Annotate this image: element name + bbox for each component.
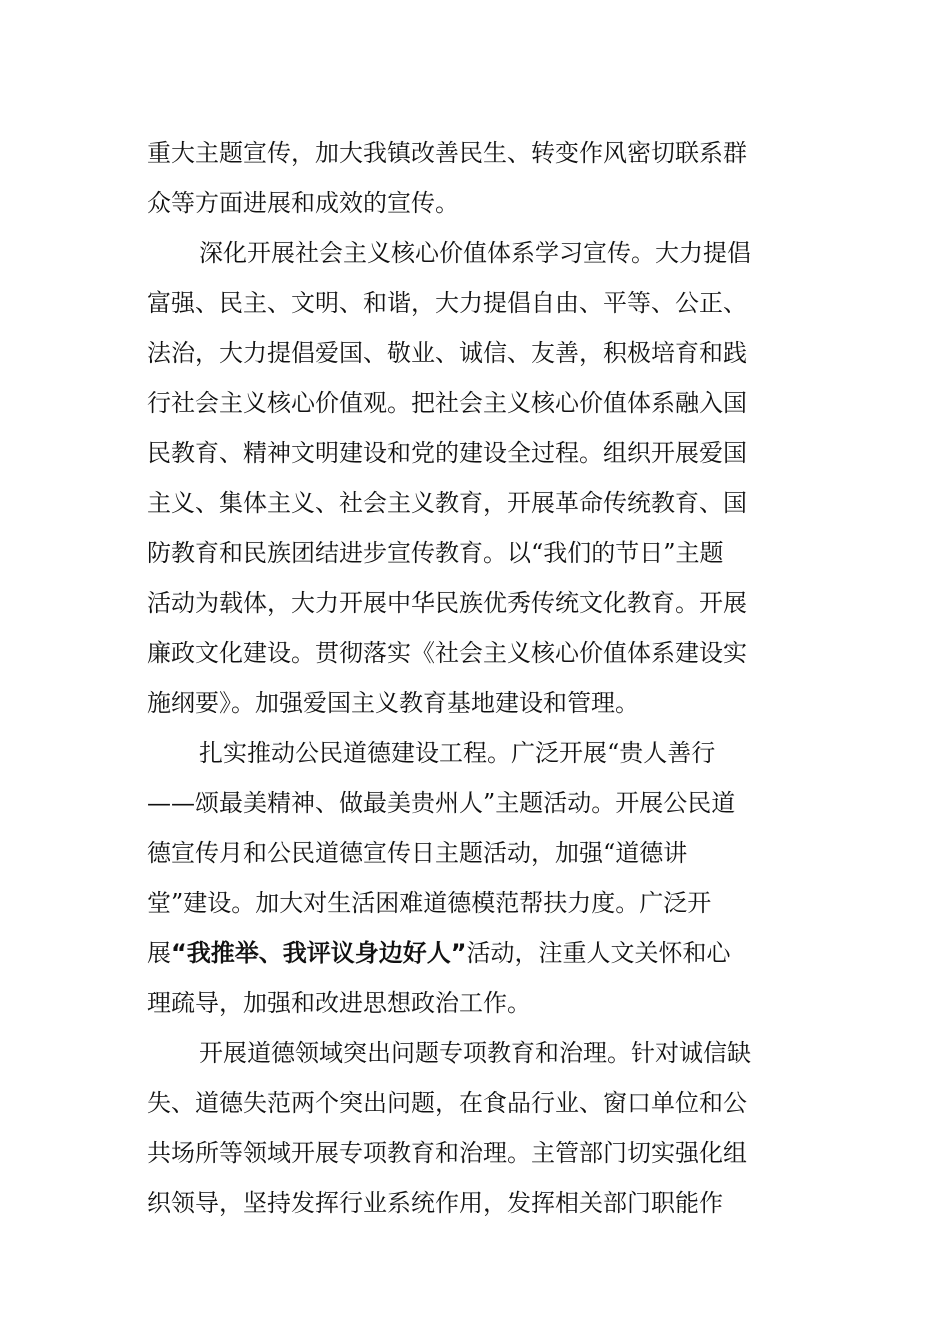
text-line: 廉政文化建设。贯彻落实《社会主义核心价值体系建设实 xyxy=(147,639,747,667)
text-line: 法治，大力提倡爱国、敬业、诚信、友善，积极培育和践 xyxy=(147,339,747,367)
text-segment: 活动，注重人文关怀和心 xyxy=(466,939,731,967)
text-line: 众等方面进展和成效的宣传。 xyxy=(147,189,459,217)
paragraph-first-line: 开展道德领域突出问题专项教育和治理。针对诚信缺 xyxy=(199,1039,751,1067)
text-segment: 展 xyxy=(147,939,171,967)
paragraph-first-line: 深化开展社会主义核心价值体系学习宣传。大力提倡 xyxy=(199,239,751,267)
text-line: 共场所等领域开展专项教育和治理。主管部门切实强化组 xyxy=(147,1139,747,1167)
text-line: 堂”建设。加大对生活困难道德模范帮扶力度。广泛开 xyxy=(147,889,712,917)
text-line-mixed xyxy=(147,928,787,978)
text-line: 主义、集体主义、社会主义教育，开展革命传统教育、国 xyxy=(147,489,747,517)
document-body xyxy=(147,128,787,1228)
text-line: 重大主题宣传，加大我镇改善民生、转变作风密切联系群 xyxy=(147,139,747,167)
text-line: 理疏导，加强和改进思想政治工作。 xyxy=(147,989,531,1017)
text-line: 行社会主义核心价值观。把社会主义核心价值体系融入国 xyxy=(147,389,747,417)
text-line: 失、道德失范两个突出问题，在食品行业、窗口单位和公 xyxy=(147,1089,747,1117)
text-line: 织领导，坚持发挥行业系统作用，发挥相关部门职能作 xyxy=(147,1189,723,1217)
text-line: 富强、民主、文明、和谐，大力提倡自由、平等、公正、 xyxy=(147,289,747,317)
text-line: ——颂最美精神、做最美贵州人”主题活动。开展公民道 xyxy=(147,789,736,817)
text-line: 活动为载体，大力开展中华民族优秀传统文化教育。开展 xyxy=(147,589,747,617)
paragraph-first-line: 扎实推动公民道德建设工程。广泛开展“贵人善行 xyxy=(199,739,716,767)
text-line: 施纲要》。加强爱国主义教育基地建设和管理。 xyxy=(147,689,639,717)
text-line: 德宣传月和公民道德宣传日主题活动，加强“道德讲 xyxy=(147,839,688,867)
text-line: 防教育和民族团结进步宣传教育。以“我们的节日”主题 xyxy=(147,539,724,567)
text-line: 民教育、精神文明建设和党的建设全过程。组织开展爱国 xyxy=(147,439,747,467)
bold-activity-name: “我推举、我评议身边好人” xyxy=(171,939,467,967)
